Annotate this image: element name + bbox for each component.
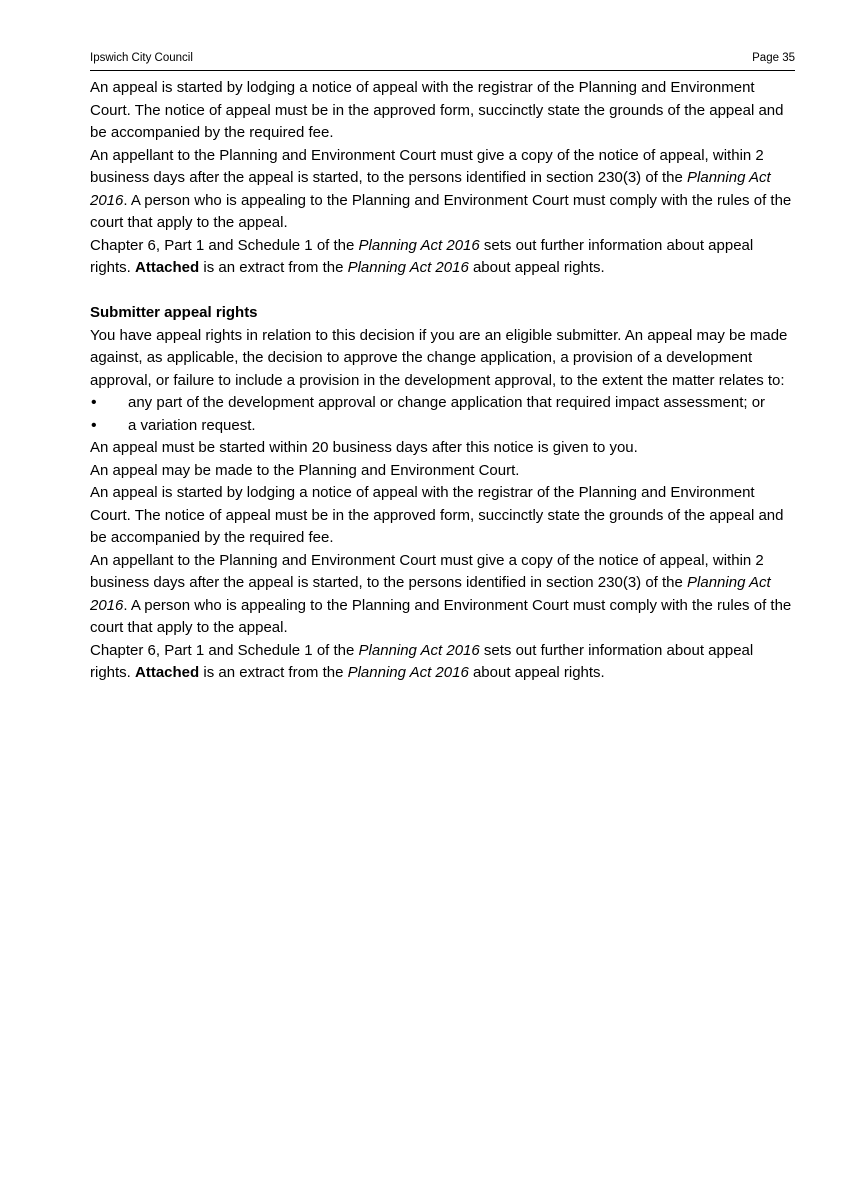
appellant-copy-paragraph — [90, 550, 795, 640]
act-title: Planning Act 2016 — [347, 664, 469, 681]
time-limit-line: An appeal must be started within 20 business days after this notice is given to you. — [90, 439, 638, 456]
page-body — [90, 77, 795, 685]
act-title: Planning Act 2016 — [347, 259, 469, 276]
act-title: Planning Act 2016 — [90, 574, 771, 614]
text-span: is an extract from the — [199, 664, 348, 681]
act-title: Planning Act 2016 — [358, 641, 480, 659]
matters-list — [90, 392, 795, 437]
text-span: sets out further information about appeal rights. — [90, 236, 754, 276]
act-title: Planning Act 2016 — [90, 169, 771, 209]
list-item: • a variation request. — [90, 415, 795, 438]
text-span: about appeal rights. — [468, 664, 605, 681]
text-span: . A person who is appealing to the Planning and Environment Court must comply with the rules of the court that apply to the appeal. — [90, 191, 792, 231]
further-info-paragraph — [90, 640, 795, 685]
appellant-copy-paragraph — [90, 145, 795, 235]
text-span: is an extract from the — [199, 259, 348, 276]
further-info-paragraph — [90, 235, 795, 280]
court-line: An appeal may be made to the Planning and Environment Court. — [90, 461, 520, 479]
paragraph-spacer — [90, 280, 795, 303]
text-span: sets out further information about appeal rights. — [90, 641, 754, 681]
text-span: . A person who is appealing to the Planning and Environment Court must comply with the rules of the court that apply to the appeal. — [90, 596, 792, 636]
attached-label: Attached — [135, 664, 200, 681]
text-span: Chapter 6, Part 1 and Schedule 1 of the — [90, 641, 359, 659]
text-span: An appellant to the Planning and Environment Court must give a copy of the notice of appeal, within 2 business days after the appeal is started, to the persons identified in section 230(3) of the — [90, 146, 764, 186]
submitter-appeal-rights-heading: Submitter appeal rights — [90, 304, 258, 321]
appeal-lodging-paragraph: An appeal is started by lodging a notice of appeal with the registrar of the Planning and Environment Court. The notice of appeal must be in the approved form, succinctly state the grounds of the appeal and be accompanied by the required fee. — [90, 79, 784, 141]
text-span: about appeal rights. — [468, 259, 605, 276]
text-span: Chapter 6, Part 1 and Schedule 1 of the — [90, 236, 359, 254]
text-span: An appellant to the Planning and Environment Court must give a copy of the notice of appeal, within 2 business days after the appeal is started, to the persons identified in section 230(3) of the — [90, 551, 764, 591]
header-page-number: Page 35 — [752, 52, 795, 64]
attached-label: Attached — [135, 259, 200, 276]
act-title: Planning Act 2016 — [358, 236, 480, 254]
submitter-intro-paragraph: You have appeal rights in relation to this decision if you are an eligible submitter. An appeal may be made against, as applicable, the decision to approve the change application, a provision of a development approval, or failure to include a provision in the development approval, to the extent the matter relates to: — [90, 326, 788, 389]
header-organisation: Ipswich City Council — [90, 52, 193, 64]
appeal-lodging-paragraph: An appeal is started by lodging a notice of appeal with the registrar of the Planning and Environment Court. The notice of appeal must be in the approved form, succinctly state the grounds of the appeal and be accompanied by the required fee. — [90, 484, 784, 546]
page-header — [90, 51, 795, 71]
list-item: • any part of the development approval or change application that required impact assessment; or — [90, 392, 795, 415]
